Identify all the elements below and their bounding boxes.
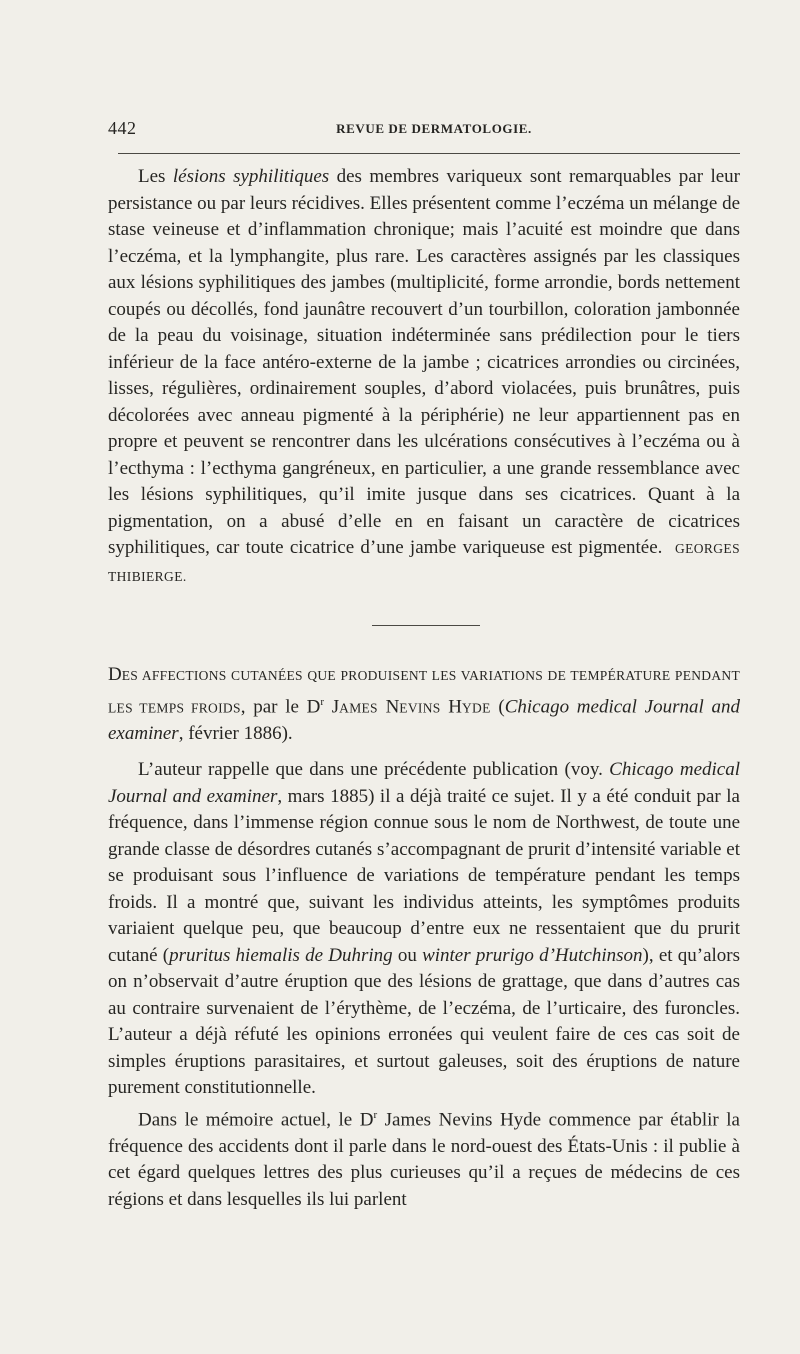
author-initial: H: [440, 696, 462, 718]
author-initial: J: [324, 696, 340, 718]
title-by: , par le D: [240, 696, 321, 718]
title-dr-sup: r: [320, 696, 325, 708]
title-date: , février 1886).: [178, 723, 293, 745]
text-run: des membres variqueux sont remarquables par leur persistance ou par leurs récidives. Elles présentent comme l’eczéma un mélange de stase veineuse et d’inflammation chronique; mais l’acuité est moindre que dans l’eczéma, et la lymphangite, plus rare. Les caractères assignés par les classiques aux lésions syphilitiques des jambes (multiplicité, forme arrondie, bords nettement coupés ou décollés, fond jaunâtre recouvert d’un tourbillon, coloration jambonnée de la peau du voisinage, situation indéterminée sans prédilection pour le tiers inférieur de la face antéro-externe de la jambe ; cicatrices arrondies ou circinées, lisses, régulières, ordinairement souples, d’abord violacées, puis brunâtres, puis décolorées avec anneau pigmenté à la périphérie) ne leur appartiennent pas en propre et peuvent se rencontrer dans les ulcérations consécutives à l’eczéma ou à l’ecthyma : l’ecthyma gangréneux, en particulier, a une grande ressemblance avec les lésions syphilitiques, qu’il imite jusque dans ses cicatrices. Quant à la pigmentation, on a abusé d’elle en en faisant un caractère de cicatrices syphilitiques, car toute cicatrice d’une jambe variqueuse est pigmentée.: [108, 166, 741, 558]
page: [108, 0, 740, 1354]
italic-term: lésions syphilitiques: [172, 166, 330, 187]
text-run: Dans le mémoire actuel, le D: [138, 1109, 374, 1131]
page-header: [108, 118, 740, 142]
italic-journal: Chicago medical Journal and examiner: [108, 759, 741, 807]
dr-superscript: r: [373, 1108, 378, 1121]
article: [108, 662, 740, 1213]
first-section: [108, 164, 740, 590]
header-rule: [118, 153, 740, 154]
article-title: [108, 662, 740, 747]
paragraph-author-recalls: [108, 757, 740, 1102]
title-paren: (: [490, 696, 505, 718]
title-smallcaps: ES AFFECTIONS CUTANÉES QUE PRODUISENT LES VARIATIONS DE TEMPÉRATURE PENDANT LES TEMPS FROIDS: [108, 668, 740, 716]
author-smallcaps: AMES: [339, 700, 378, 716]
text-run: , mars 1885) il a déjà traité ce sujet. Il y a été conduit par la fréquence, dans l’immense région connue sous le nom de Northwest, de toute une grande classe de désordres cutanés s’accompagnant de prurit d’intensité variable et se produisant sous l’influence de variations de température pendant les temps froids. Il a montré que, suivant les individus atteints, les symptômes produits variaient quelque peu, que beaucoup d’entre eux ne ressentaient que du prurit cutané (: [108, 785, 740, 966]
paragraph-current-memoir: [108, 1102, 740, 1213]
author-signature: GEORGES THIBIERGE.: [108, 541, 740, 584]
author-smallcaps: YDE: [461, 700, 491, 716]
italic-term: winter prurigo d’Hutchinson: [422, 944, 643, 966]
text-run: James Nevins Hyde commence par établir la fréquence des accidents dont il parle dans le nord-ouest des États-Unis : il publie à cet égard quelques lettres des plus curieuses qu’il a reçues de médecins de ces régions et dans lesquelles ils lui parlent: [108, 1109, 740, 1210]
text-run: L’auteur rappelle que dans une précédente publication (voy.: [138, 759, 610, 781]
section-separator: [372, 625, 480, 626]
running-title: REVUE DE DERMATOLOGIE.: [336, 121, 532, 136]
page-number: 442: [108, 118, 137, 138]
text-run: Les: [138, 166, 173, 187]
journal-name: Chicago medical Journal and examiner: [108, 696, 740, 745]
author-initial: N: [377, 696, 400, 718]
title-initial: D: [108, 664, 122, 685]
paragraph-syphilitic-lesions: [108, 164, 740, 590]
text-run: ), et qu’alors on n’observait d’autre éruption que des lésions de grattage, que dans d’autres cas au contraire survenaient de l’érythème, de l’eczéma, de l’urticaire, des furoncles. L’auteur a déjà réfuté les opinions erronées qui veulent faire de ces cas soit de simples éruptions parasitaires, et surtout galeuses, soit des éruptions de nature purement constitutionnelle.: [108, 944, 740, 1099]
italic-term: pruritus hiemalis de Duhring: [169, 944, 393, 966]
text-run: ou: [392, 944, 423, 966]
author-smallcaps: EVINS: [399, 700, 441, 716]
